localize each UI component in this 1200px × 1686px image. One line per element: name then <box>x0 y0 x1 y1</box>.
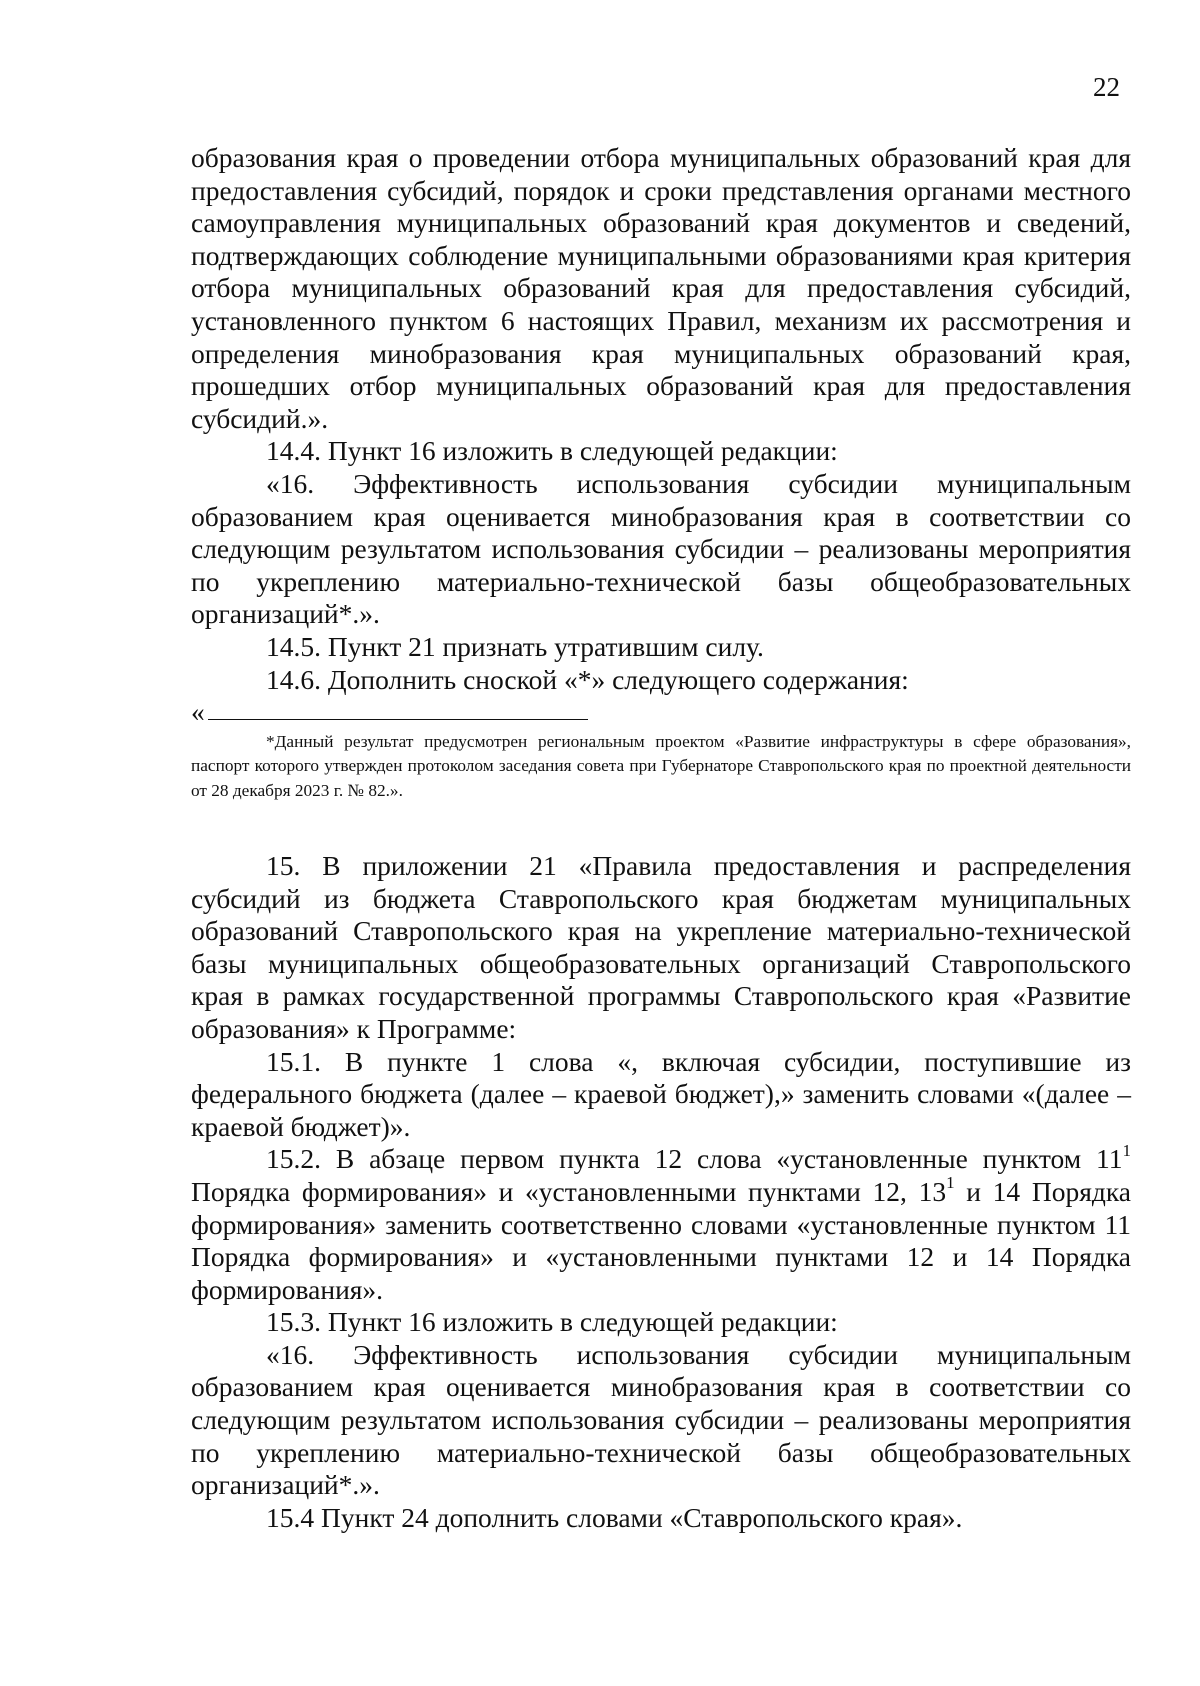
footnote-quote-open <box>191 696 1131 728</box>
footnote-separator <box>208 719 588 720</box>
paragraph-intro: образования края о проведении отбора муниципальных образований края для предоставления субсидий, порядок и сроки представления органами местного самоуправления муниципальных образований края документов и сведений, подтверждающих соблюдение муниципальными образованиями края критерия отбора муниципальных образований края для предоставления субсидий, установленного пунктом 6 настоящих Правил, механизм их рассмотрения и определения минобразования края муниципальных образований края, прошедших отбор муниципальных образований края для предоставления субсидий.». <box>191 142 1131 434</box>
item-15-3-text: «16. Эффективность использования субсидии муниципальным образованием края оценивается минобразования края в соответствии со следующим результатом использования субсидии – реализованы мероприятия по укреплению материально-технической базы общеобразовательных организаций*.». <box>191 1338 1131 1501</box>
item-15-2 <box>191 1140 1131 1306</box>
quote-mark: « <box>191 696 205 728</box>
item-14-5: 14.5. Пункт 21 признать утратившим силу. <box>266 630 764 662</box>
item-15-1: 15.1. В пункте 1 слова «, включая субсидии, поступившие из федерального бюджета (далее – краевой бюджет),» заменить словами «(далее – краевой бюджет)». <box>191 1045 1131 1142</box>
item-15-3: 15.3. Пункт 16 изложить в следующей редакции: <box>266 1306 838 1338</box>
item-15-2-part2: Порядка формирования» и «установленными пунктами 12, 13 <box>191 1175 947 1207</box>
footnote-text: *Данный результат предусмотрен региональным проектом «Развитие инфраструктуры в сфере образования», паспорт которого утвержден протоколом заседания совета при Губернаторе Ставропольского края по проектной деятельности от 28 декабря 2023 г. № 82.». <box>191 732 1131 800</box>
superscript-1: 1 <box>1122 1140 1131 1160</box>
page-number: 22 <box>1093 72 1120 102</box>
item-15: 15. В приложении 21 «Правила предоставления и распределения субсидий из бюджета Ставропольского края бюджетам муниципальных образований Ставропольского края на укрепление материально-технической базы муниципальных общеобразовательных организаций Ставропольского края в рамках государственной программы Ставропольского края «Развитие образования» к Программе: <box>191 849 1131 1044</box>
item-14-4-text: «16. Эффективность использования субсидии муниципальным образованием края оценивается минобразования края в соответствии со следующим результатом использования субсидии – реализованы мероприятия по укреплению материально-технической базы общеобразовательных организаций*.». <box>191 467 1131 630</box>
item-15-2-part3: и 14 Порядка формирования» заменить соответственно словами «установленные пунктом 11 Порядка формирования» и «установленными пунктами 12 и 14 Порядка формирования». <box>191 1175 1131 1305</box>
item-14-4: 14.4. Пункт 16 изложить в следующей редакции: <box>266 435 838 467</box>
superscript-2: 1 <box>946 1173 955 1193</box>
section-gap <box>191 803 1131 850</box>
document-body <box>191 142 1131 1534</box>
item-14-6: 14.6. Дополнить сноской «*» следующего содержания: <box>266 663 909 695</box>
item-15-4: 15.4 Пункт 24 дополнить словами «Ставропольского края». <box>266 1501 963 1533</box>
item-15-2-part1: 15.2. В абзаце первом пункта 12 слова «установленные пунктом 11 <box>266 1143 1123 1175</box>
